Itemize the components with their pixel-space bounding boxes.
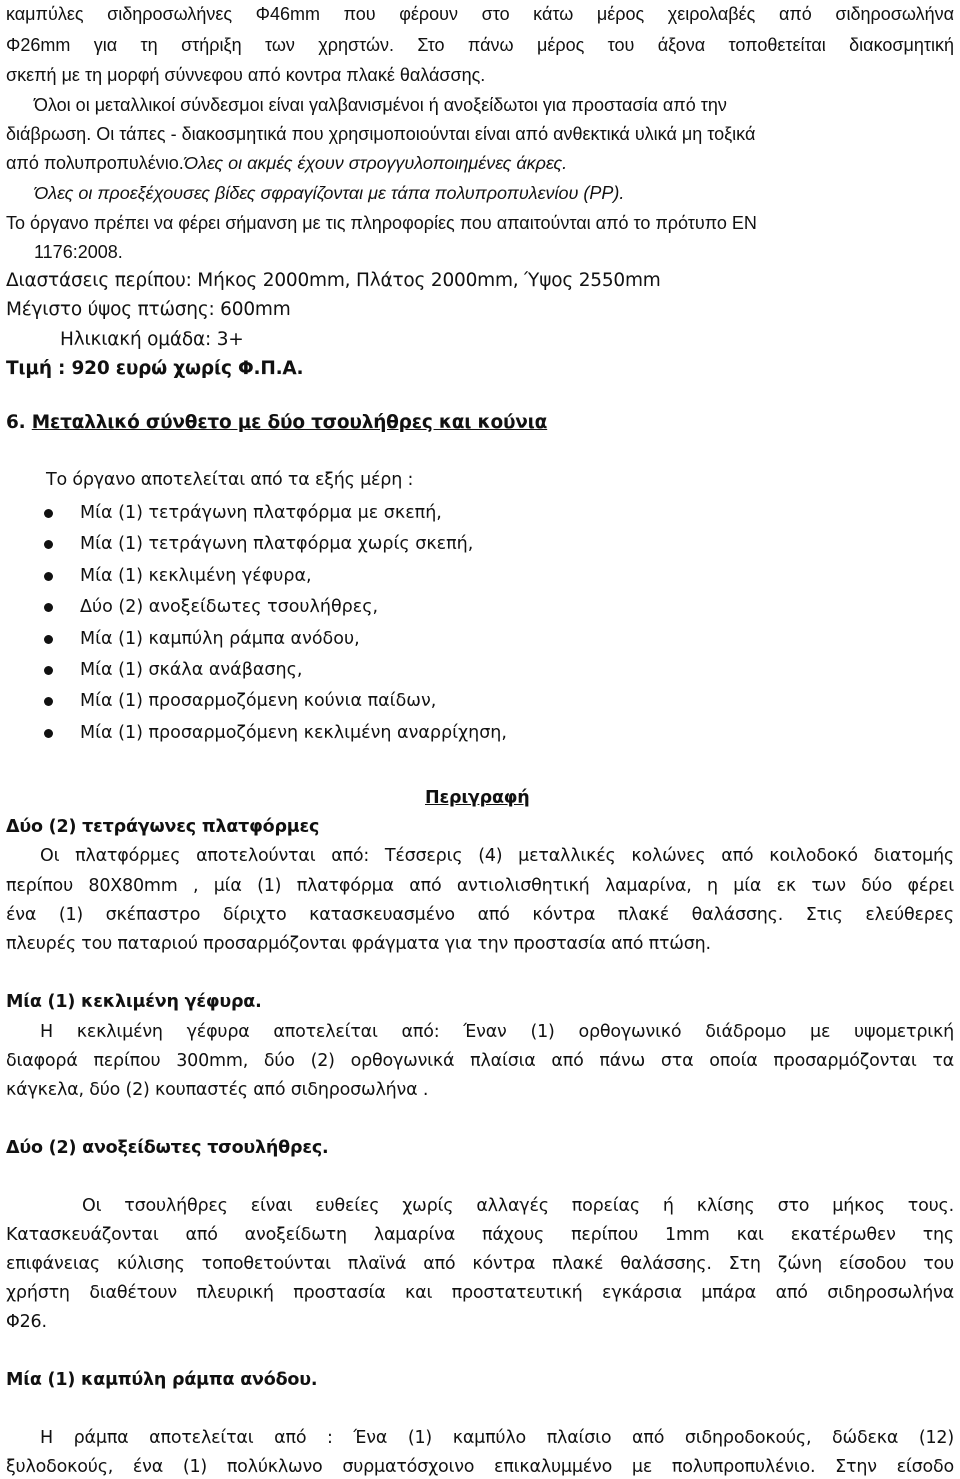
bullet-icon xyxy=(44,540,53,549)
slides-heading: Δύο (2) ανοξείδωτες τσουλήθρες. xyxy=(6,1138,329,1158)
list-item-text: Μία (1) κεκλιμένη γέφυρα, xyxy=(80,566,312,586)
intro-line-6a: από πολυπροπυλένιο. xyxy=(6,153,184,173)
slides-line-2: Κατασκευάζονται από ανοξείδωτη λαμαρίνα πάχους περίπου 1mm και εκατέρωθεν της xyxy=(6,1225,954,1245)
section-6-title xyxy=(6,411,547,435)
intro-line-6 xyxy=(6,151,567,175)
spec-age-group: Ηλικιακή ομάδα: 3+ xyxy=(60,329,244,350)
ramp-line-2: ξυλοδοκούς, ένα (1) πολύκλωνο συρματόσχοινο επικαλυμμένο με πολυπροπυλένιο. Στην είσοδο xyxy=(6,1457,954,1477)
slides-line-5: Φ26. xyxy=(6,1312,47,1332)
bullet-icon xyxy=(44,697,53,706)
bridge-line-2: διαφορά περίπου 300mm, δύο (2) ορθογωνικά πλαίσια από πάνω στα οποία προσαρμόζονται τα xyxy=(6,1051,954,1071)
intro-line-1: καμπύλες σιδηροσωλήνες Φ46mm που φέρουν στο κάτω μέρος χειρολαβές από σιδηροσωλήνα xyxy=(6,4,954,24)
slides-line-1: Οι τσουλήθρες είναι ευθείες χωρίς αλλαγές πορείας ή κλίσης στο μήκος τους. xyxy=(82,1196,954,1216)
intro-line-5: διάβρωση. Οι τάπες - διακοσμητικά που χρησιμοποιούνται είναι από ανθεκτικά υλικά μη τοξικά xyxy=(6,124,756,144)
list-item-text: Μία (1) καμπύλη ράμπα ανόδου, xyxy=(80,629,360,649)
platforms-line-3: ένα (1) σκέπαστρο δίριχτο κατασκευασμένο από κόντρα πλακέ θαλάσσης. Στις ελεύθερες xyxy=(6,905,954,925)
slides-line-3: επιφάνειας κύλισης τοποθετούνται πλαϊνά από κόντρα πλακέ θαλάσσης. Στη ζώνη είσοδου του xyxy=(6,1254,954,1274)
intro-line-7: Όλες οι προεξέχουσες βίδες σφραγίζονται με τάπα πολυπροπυλενίου (PP). xyxy=(34,183,625,203)
bridge-line-3: κάγκελα, δύο (2) κουπαστές από σιδηροσωλήνα . xyxy=(6,1080,429,1100)
intro-line-2: Φ26mm για τη στήριξη των χρηστών. Στο πάνω μέρος του άξονα τοποθετείται διακοσμητική xyxy=(6,35,954,55)
bullet-icon xyxy=(44,729,53,738)
list-item-text: Δύο (2) ανοξείδωτες τσουλήθρες, xyxy=(80,597,379,617)
bullet-icon xyxy=(44,635,53,644)
platforms-line-2: περίπου 80X80mm , μία (1) πλατφόρμα από αντιολισθητική λαμαρίνα, η μία εκ των δύο φέρει xyxy=(6,876,954,896)
ramp-line-1: Η ράμπα αποτελείται από : Ένα (1) καμπύλο πλαίσιο από σιδηροδοκούς, δώδεκα (12) xyxy=(40,1428,954,1448)
section-number: 6. xyxy=(6,412,26,433)
bullet-icon xyxy=(44,509,53,518)
intro-line-9: 1176:2008. xyxy=(34,242,123,262)
spec-dimensions: Διαστάσεις περίπου: Μήκος 2000mm, Πλάτος 2000mm, Ύψος 2550mm xyxy=(6,270,661,291)
description-heading: Περιγραφή xyxy=(425,788,530,808)
spec-price: Τιμή : 920 ευρώ χωρίς Φ.Π.Α. xyxy=(6,358,304,379)
platforms-line-4: πλευρές του παταριού προσαρμόζονται φράγματα για την προστασία από πτώση. xyxy=(6,934,711,954)
intro-line-3: σκεπή με τη μορφή σύννεφου από κοντρα πλακέ θαλάσσης. xyxy=(6,65,486,85)
list-item-text: Μία (1) προσαρμοζόμενη κεκλιμένη αναρρίχηση, xyxy=(80,723,507,743)
list-item-text: Μία (1) τετράγωνη πλατφόρμα με σκεπή, xyxy=(80,503,442,523)
intro-line-4: Όλοι οι μεταλλικοί σύνδεσμοι είναι γαλβανισμένοι ή ανοξείδωτοι για προστασία από την xyxy=(34,95,727,115)
bullet-icon xyxy=(44,666,53,675)
platforms-line-1: Οι πλατφόρμες αποτελούνται από: Τέσσερις (4) μεταλλικές κολώνες από κοιλοδοκό διατομής xyxy=(40,846,954,866)
intro-line-6b: Όλες οι ακμές έχουν στρογγυλοποιημένες άκρες. xyxy=(183,153,568,173)
spec-fall-height: Μέγιστο ύψος πτώσης: 600mm xyxy=(6,299,291,320)
platforms-heading: Δύο (2) τετράγωνες πλατφόρμες xyxy=(6,817,320,837)
intro-line-8: Το όργανο πρέπει να φέρει σήμανση με τις πληροφορίες που απαιτούνται από το πρότυπο EN xyxy=(6,213,757,233)
section-title-text: Μεταλλικό σύνθετο με δύο τσουλήθρες και κούνια xyxy=(31,412,548,433)
list-item-text: Μία (1) τετράγωνη πλατφόρμα χωρίς σκεπή, xyxy=(80,534,474,554)
slides-line-4: χρήστη διαθέτουν πλευρική προστασία και προστατευτική εγκάρσια μπάρα από σιδηροσωλήνα xyxy=(6,1283,954,1303)
bullet-icon xyxy=(44,603,53,612)
ramp-heading: Μία (1) καμπύλη ράμπα ανόδου. xyxy=(6,1370,318,1390)
bridge-heading: Μία (1) κεκλιμένη γέφυρα. xyxy=(6,992,262,1012)
list-item-text: Μία (1) σκάλα ανάβασης, xyxy=(80,660,303,680)
list-item-text: Μία (1) προσαρμοζόμενη κούνια παίδων, xyxy=(80,691,437,711)
bullet-icon xyxy=(44,572,53,581)
parts-intro: Το όργανο αποτελείται από τα εξής μέρη : xyxy=(46,470,414,490)
bridge-line-1: Η κεκλιμένη γέφυρα αποτελείται από: Έναν (1) ορθογωνικό διάδρομο με υψομετρική xyxy=(40,1022,954,1042)
